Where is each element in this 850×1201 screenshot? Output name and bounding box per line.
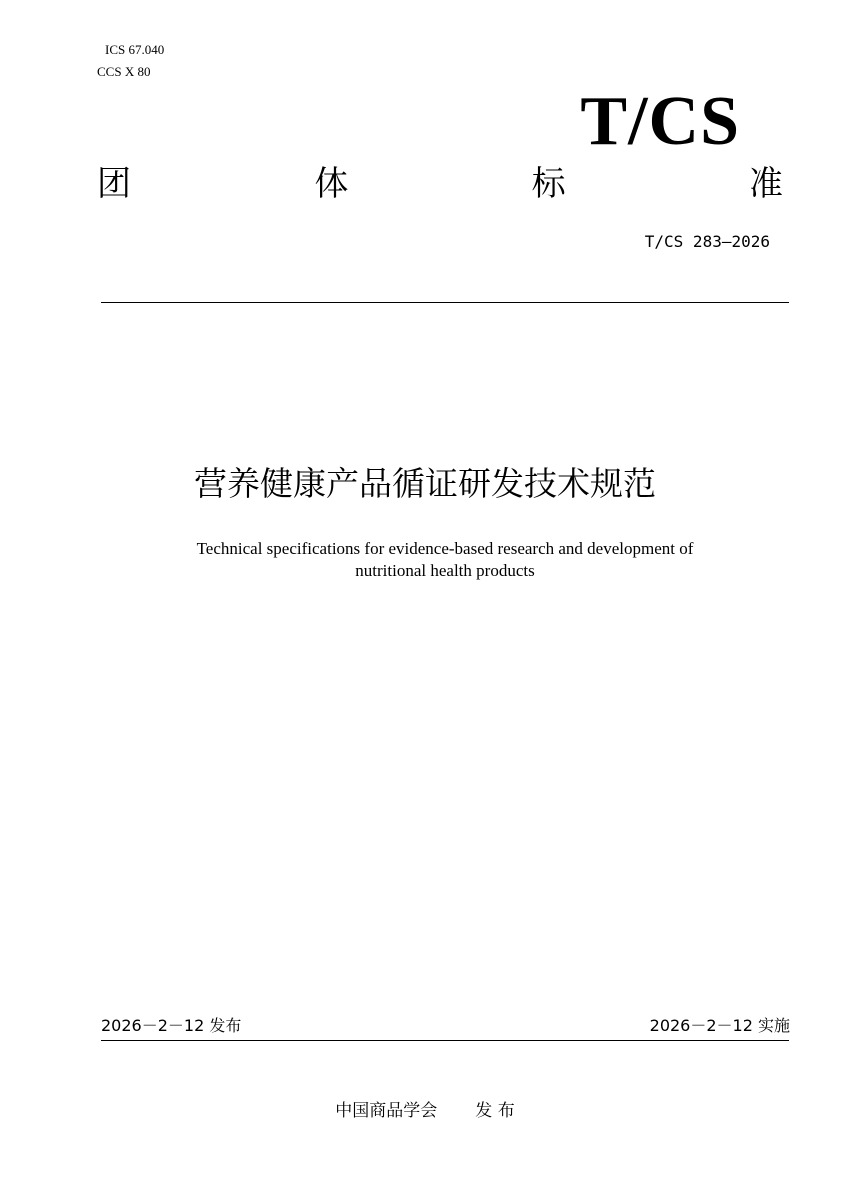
group-char-3: 标 <box>531 164 566 204</box>
ccs-code: CCS X 80 <box>97 64 151 79</box>
english-title-line-2: nutritional health products <box>355 561 535 580</box>
publisher <box>0 1100 850 1122</box>
group-char-2: 体 <box>314 164 349 204</box>
english-title-line-1: Technical specifications for evidence-based research and development of <box>196 539 694 558</box>
ics-code: ICS 67.040 <box>105 42 165 57</box>
group-char-1: 团 <box>97 164 131 204</box>
document-title-english <box>0 538 850 582</box>
top-divider <box>101 302 789 303</box>
publisher-action: 发 布 <box>475 1101 515 1121</box>
group-standard-label <box>97 164 783 204</box>
standard-number: T/CS 283—2026 <box>644 232 770 251</box>
bottom-divider <box>101 1040 789 1041</box>
standard-logo: T/CS <box>580 83 740 160</box>
publisher-name: 中国商品学会 <box>335 1101 438 1121</box>
implement-date: 2026－2－12 实施 <box>649 1016 790 1035</box>
group-char-4: 准 <box>748 164 783 204</box>
document-title-chinese: 营养健康产品循证研发技术规范 <box>194 464 656 503</box>
publish-date: 2026－2－12 发布 <box>101 1016 242 1035</box>
